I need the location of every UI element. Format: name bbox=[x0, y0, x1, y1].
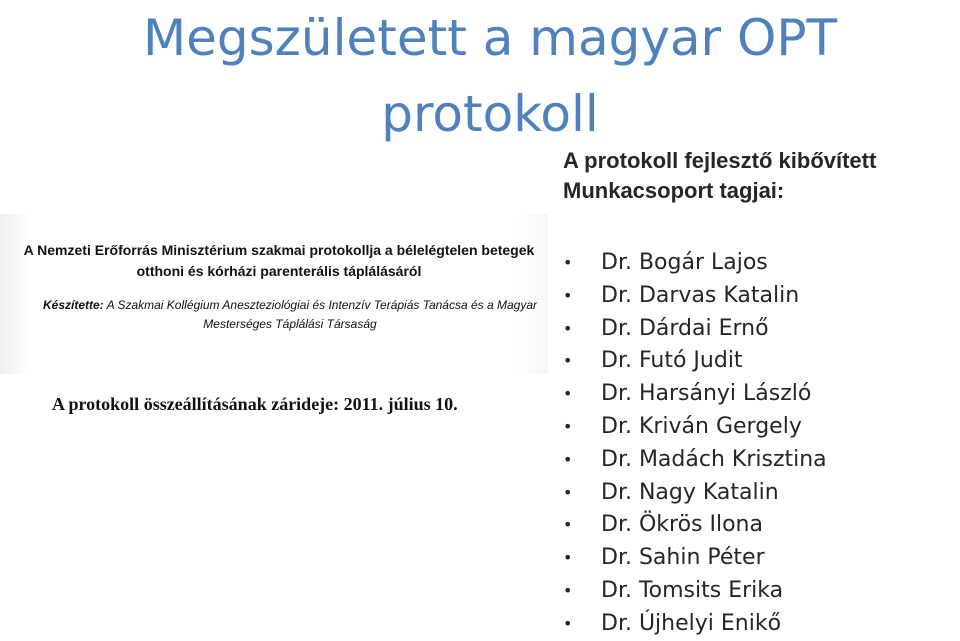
document-author-label: Készítette: bbox=[42, 298, 104, 312]
member-name: Dr. Bogár Lajos bbox=[601, 250, 768, 275]
bullet-icon: • bbox=[563, 416, 573, 436]
member-item bbox=[563, 411, 827, 444]
deadline-text: A protokoll összeállításának zárideje: 2011. július 10. bbox=[52, 394, 458, 414]
member-item bbox=[563, 608, 827, 641]
document-author bbox=[40, 296, 540, 334]
bullet-icon: • bbox=[563, 515, 573, 535]
member-name: Dr. Tomsits Erika bbox=[601, 577, 784, 603]
working-group-heading bbox=[563, 146, 960, 206]
member-item bbox=[563, 575, 827, 608]
member-name: Dr. Ökrös Ilona bbox=[601, 512, 763, 538]
document-heading bbox=[14, 240, 544, 282]
member-item bbox=[563, 477, 827, 510]
bullet-icon: • bbox=[563, 548, 573, 568]
member-name: Dr. Harsányi László bbox=[601, 381, 812, 407]
member-name: Dr. Sahin Péter bbox=[601, 545, 765, 571]
member-name: Dr. Dárdai Ernő bbox=[601, 315, 769, 341]
member-item bbox=[563, 345, 827, 378]
member-item bbox=[563, 542, 827, 575]
member-item bbox=[563, 378, 827, 411]
member-name: Dr. Újhelyi Enikő bbox=[601, 610, 782, 636]
member-name: Dr. Futó Judit bbox=[601, 348, 743, 374]
bullet-icon: • bbox=[563, 318, 573, 338]
member-item bbox=[563, 247, 827, 280]
working-group-heading-line-1: A protokoll fejlesztő kibővített bbox=[563, 148, 877, 173]
member-name: Dr. Nagy Katalin bbox=[601, 479, 779, 505]
bullet-icon: • bbox=[563, 253, 573, 272]
member-name: Dr. Madách Krisztina bbox=[601, 446, 827, 472]
slide-title-line-2: protokoll bbox=[381, 85, 599, 143]
bullet-icon: • bbox=[563, 384, 573, 404]
member-item bbox=[563, 444, 827, 477]
member-name: Dr. Darvas Katalin bbox=[601, 282, 800, 308]
member-item bbox=[563, 509, 827, 542]
working-group-heading-line-2: Munkacsoport tagjai: bbox=[563, 178, 785, 203]
bullet-icon: • bbox=[563, 285, 573, 305]
bullet-icon: • bbox=[563, 580, 573, 600]
member-item bbox=[563, 313, 827, 346]
bullet-icon: • bbox=[563, 449, 573, 469]
document-author-line-1: A Szakmai Kollégium Aneszteziológiai és Intenzív Terápiás Tanácsa és a Magyar bbox=[106, 298, 538, 312]
document-excerpt bbox=[0, 214, 548, 374]
document-heading-line-2: otthoni és kórházi parenterális táplálásáról bbox=[136, 263, 422, 279]
member-item bbox=[563, 280, 827, 313]
member-name: Dr. Kriván Gergely bbox=[601, 413, 802, 439]
member-list bbox=[563, 247, 827, 641]
bullet-icon: • bbox=[563, 613, 573, 633]
bullet-icon: • bbox=[563, 482, 573, 502]
document-heading-line-1: A Nemzeti Erőforrás Minisztérium szakmai protokollja a bélelégtelen betegek bbox=[23, 242, 535, 258]
slide-title-line-1: Megszületett a magyar OPT bbox=[142, 9, 838, 67]
slide-title bbox=[0, 0, 960, 152]
document-author-line-2: Mesterséges Táplálási Társaság bbox=[203, 317, 377, 331]
bullet-icon: • bbox=[563, 351, 573, 371]
